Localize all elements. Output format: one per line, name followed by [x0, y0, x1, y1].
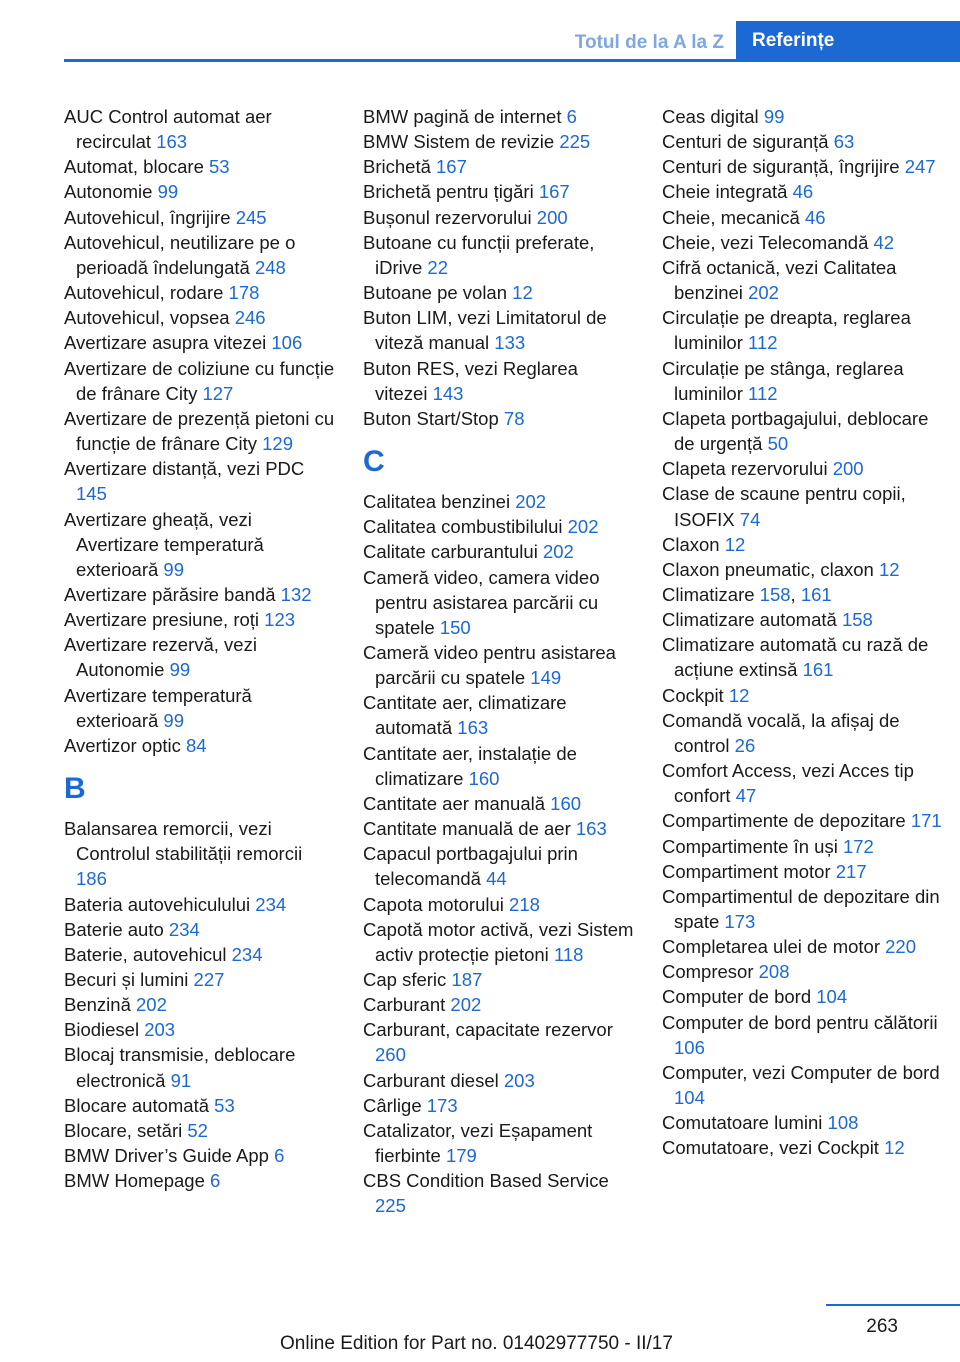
index-page-link[interactable]: 247: [904, 156, 936, 178]
index-page-link[interactable]: 172: [842, 835, 874, 857]
index-entry: [662, 582, 944, 607]
index-page-link[interactable]: 12: [728, 684, 750, 706]
index-entry: [363, 791, 635, 816]
index-page-link[interactable]: 234: [231, 943, 263, 965]
index-entry-term: BMW Sistem de revizie: [363, 131, 560, 153]
index-page-link[interactable]: 12: [724, 533, 746, 555]
index-entry-term: Blocaj transmisie, deblocare electronică: [64, 1044, 296, 1091]
index-entry-term: Buton Start/Stop: [363, 407, 504, 429]
index-entry: [662, 154, 944, 179]
index-page-link[interactable]: 202: [748, 282, 779, 304]
index-entry: [363, 1017, 635, 1067]
index-entry: [662, 934, 944, 959]
index-entry-term: Balansarea remorcii, vezi Controlul stabilității remorcii: [64, 818, 303, 865]
index-page-link[interactable]: 186: [76, 868, 107, 890]
index-entry: [662, 481, 944, 531]
index-entry-term: Circulație pe dreapta, reglarea luminilor: [662, 307, 911, 354]
index-entry-term: Catalizator, vezi Eșapament fierbinte: [363, 1119, 593, 1167]
index-entry-term: Autovehicul, neutilizare pe o perioadă îndelungată: [64, 231, 296, 278]
index-page-link[interactable]: 78: [503, 407, 525, 429]
index-entry: [662, 532, 944, 557]
index-page-link[interactable]: 202: [567, 516, 599, 538]
index-page-link[interactable]: 129: [262, 433, 293, 455]
index-entry: [363, 640, 635, 690]
index-entry-term: Cantitate aer, instalație de climatizare: [363, 742, 577, 789]
index-entry: [662, 1110, 944, 1135]
index-entry-term: Autovehicul, îngrijire: [64, 206, 236, 228]
index-column-3: [662, 104, 944, 1161]
index-entry: [662, 859, 944, 884]
index-page-link[interactable]: 160: [550, 792, 582, 814]
index-page-link[interactable]: 160: [468, 767, 500, 789]
index-entry: [363, 992, 635, 1017]
index-entry: [363, 690, 635, 740]
index-entry-term: Avertizare părăsire bandă: [64, 583, 281, 605]
index-page-link[interactable]: 52: [187, 1119, 208, 1141]
index-entry-term: Circulație pe stânga, reglarea luminilor: [662, 357, 904, 404]
index-entry-term: Cantitate manuală de aer: [363, 818, 576, 840]
index-entry: [64, 582, 336, 607]
index-entry-term: Cantitate aer manuală: [363, 792, 551, 814]
index-entry-term: Cifră octanică, vezi Calitatea benzinei: [662, 256, 897, 304]
page-number: 263: [866, 1316, 898, 1337]
index-page-link[interactable]: 163: [457, 717, 489, 739]
index-entry-term: Carburant, capacitate rezervor: [363, 1019, 613, 1041]
index-entry: [64, 1093, 336, 1118]
index-page-link[interactable]: 161: [802, 659, 834, 681]
index-entry-term: Buton LIM, vezi Limitatorul de viteză manual: [363, 307, 607, 354]
index-page-link[interactable]: 104: [816, 986, 848, 1008]
index-entry: [64, 330, 336, 355]
index-entry-term: Biodiesel: [64, 1019, 145, 1041]
index-entry-term: Calitate carburantului: [363, 541, 543, 563]
index-page-link[interactable]: 108: [827, 1112, 859, 1134]
index-entry: [363, 741, 635, 791]
index-page-link[interactable]: 187: [451, 969, 483, 990]
index-page-link[interactable]: 74: [739, 508, 761, 530]
index-page-link[interactable]: 63: [833, 131, 855, 153]
index-page-link[interactable]: 50: [767, 433, 789, 455]
index-entry: [64, 179, 336, 204]
index-page-link[interactable]: 227: [193, 969, 225, 990]
index-entry-term: Brichetă pentru țigări: [363, 181, 539, 203]
index-entry: [64, 607, 336, 632]
index-page-link[interactable]: 208: [758, 961, 790, 983]
index-entry: [64, 280, 336, 305]
index-entry: [64, 733, 336, 758]
index-entry-term: Automat, blocare: [64, 156, 209, 178]
index-entry: [363, 305, 635, 355]
index-page-link[interactable]: 12: [884, 1137, 905, 1159]
index-entry: [662, 632, 944, 682]
index-entry-term: Carburant diesel: [363, 1069, 504, 1091]
index-page-link[interactable]: 112: [748, 382, 778, 404]
index-page-link[interactable]: 6: [274, 1145, 285, 1167]
index-page-link[interactable]: 178: [228, 282, 260, 304]
index-entry-term: Comandă vocală, la afișaj de control: [662, 709, 900, 756]
index-entry: [64, 104, 336, 154]
index-entry: [64, 1118, 336, 1143]
index-page-link[interactable]: 53: [209, 156, 230, 178]
index-page-link[interactable]: 173: [724, 911, 756, 932]
index-page-link[interactable]: 167: [538, 181, 570, 203]
index-entry-term: Clase de scaune pentru copii, ISOFIX: [662, 483, 906, 530]
index-entry: [662, 406, 944, 456]
index-page-link[interactable]: 99: [157, 181, 179, 203]
index-page-link[interactable]: 217: [835, 860, 867, 882]
index-entry: [64, 230, 336, 280]
index-entry-term: Compartiment motor: [662, 860, 836, 882]
index-entry: [662, 708, 944, 758]
index-entry-term: Baterie, autovehicul: [64, 943, 232, 965]
index-entry-term: Avertizare gheață, vezi Avertizare temperatură exterioară: [64, 508, 264, 580]
index-page-link[interactable]: 143: [432, 382, 464, 404]
index-entry: [662, 305, 944, 355]
index-entry-term: CBS Condition Based Service: [363, 1170, 609, 1192]
index-entry: [64, 683, 336, 733]
index-entry: [662, 683, 944, 708]
index-page-link[interactable]: 104: [674, 1087, 705, 1109]
index-entry-term: Becuri și lumini: [64, 969, 194, 990]
index-entry: [662, 1135, 944, 1160]
index-entry-term: Compresor: [662, 961, 759, 983]
index-entry: [662, 607, 944, 632]
index-entry: [662, 356, 944, 406]
index-entry-term: Comutatoare lumini: [662, 1112, 828, 1134]
index-entry-term: Clapeta rezervorului: [662, 458, 833, 480]
index-entry-term: Calitatea benzinei: [363, 491, 516, 513]
index-entry-term: Baterie auto: [64, 918, 169, 940]
index-entry-term: Cheie integrată: [662, 181, 793, 203]
header-divider: [64, 59, 960, 62]
index-page-link[interactable]: 202: [542, 541, 574, 563]
index-entry-term: AUC Control automat aer recirculat: [64, 106, 272, 153]
index-page-link[interactable]: 248: [254, 256, 286, 278]
index-page-link[interactable]: 12: [512, 282, 533, 304]
index-entry-term: Avertizare asupra vitezei: [64, 332, 272, 354]
page-header: [0, 0, 960, 62]
index-entry: [64, 992, 336, 1017]
index-entry-term: Cârlige: [363, 1094, 427, 1116]
index-entry: [662, 205, 944, 230]
index-entry-term: Avertizare temperatură exterioară: [64, 684, 252, 731]
index-entry-term: Ceas digital: [662, 106, 764, 127]
index-entry: [662, 984, 944, 1009]
index-entry: [64, 816, 336, 891]
index-page-link[interactable]: 225: [559, 131, 591, 153]
index-page-link[interactable]: 220: [885, 936, 917, 958]
index-entry-term: Buton RES, vezi Reglarea vitezei: [363, 357, 578, 404]
index-entry: [64, 205, 336, 230]
index-entry-term: Comfort Access, vezi Acces tip confort: [662, 760, 914, 807]
index-entry-term: Bușonul rezervorului: [363, 206, 537, 228]
index-page-link[interactable]: 245: [235, 206, 267, 228]
index-entry: [363, 489, 635, 514]
index-entry-term: Autonomie: [64, 181, 158, 203]
index-page-link[interactable]: 158: [759, 583, 791, 605]
index-page-link[interactable]: 132: [280, 583, 312, 605]
index-entry-term: Avertizare de prezență pietoni cu funcție de frânare City: [64, 407, 335, 455]
edition-note: Online Edition for Part no. 01402977750 - II/17: [280, 1333, 673, 1354]
index-entry: [363, 892, 635, 917]
index-entry: [662, 758, 944, 808]
index-page-link[interactable]: 163: [156, 131, 188, 153]
index-page-link[interactable]: 99: [163, 558, 184, 580]
index-page-link[interactable]: 234: [168, 918, 200, 940]
index-page-link[interactable]: 53: [214, 1094, 235, 1116]
index-entry-term: Computer de bord: [662, 986, 817, 1008]
index-page-link[interactable]: 200: [536, 206, 568, 228]
index-page-link[interactable]: 99: [763, 106, 785, 127]
index-entry: [662, 884, 944, 934]
index-entry-term: Climatizare automată: [662, 609, 842, 631]
index-entry: [64, 892, 336, 917]
index-page-link[interactable]: 123: [264, 609, 296, 631]
index-page-link[interactable]: 118: [553, 943, 584, 965]
index-entry: [363, 129, 635, 154]
index-entry: [662, 255, 944, 305]
index-entry: [662, 808, 944, 833]
index-entry-term: Centuri de siguranță, îngrijire: [662, 156, 905, 178]
index-entry-term: Claxon pneumatic, claxon: [662, 558, 879, 580]
index-entry-term: Compartimente în uși: [662, 835, 843, 857]
index-page-link[interactable]: 173: [426, 1094, 458, 1116]
index-page-link[interactable]: 161: [800, 583, 832, 605]
index-column-1: [64, 104, 336, 1193]
index-entry: [662, 456, 944, 481]
index-page-link[interactable]: 6: [566, 106, 577, 127]
index-entry-term: Capacul portbagajului prin telecomandă: [363, 843, 578, 890]
index-entry: [363, 179, 635, 204]
index-entry-term: Cheie, mecanică: [662, 206, 805, 228]
index-page-link[interactable]: 171: [910, 810, 942, 832]
index-page-link[interactable]: 47: [735, 785, 757, 807]
index-page-link[interactable]: 202: [136, 994, 167, 1016]
index-entry: [363, 205, 635, 230]
index-entry: [363, 1118, 635, 1168]
footer-divider: [826, 1304, 960, 1306]
index-entry: [662, 834, 944, 859]
index-entry-term: Bateria autovehiculului: [64, 893, 256, 915]
index-entry: [64, 1168, 336, 1193]
index-entry-term: Computer de bord pentru călătorii: [662, 1011, 938, 1033]
index-entry: [64, 942, 336, 967]
index-entry: [363, 230, 635, 280]
index-entry-term: Autovehicul, vopsea: [64, 307, 235, 329]
index-page-separator: ,: [790, 583, 801, 605]
index-letter-heading: B: [64, 772, 86, 806]
index-entry-term: Capotă motor activă, vezi Sistem activ protecție pietoni: [363, 918, 634, 965]
index-entry-term: Clapeta portbagajului, deblocare de urgență: [662, 407, 929, 455]
index-entry-term: Blocare, setări: [64, 1119, 188, 1141]
index-entry: [363, 539, 635, 564]
index-page-link[interactable]: 12: [878, 558, 900, 580]
index-page-link[interactable]: 127: [202, 382, 234, 404]
index-entry-term: Compartimentul de depozitare din spate: [662, 885, 940, 932]
index-entry: [64, 632, 336, 682]
index-page-link[interactable]: 149: [530, 667, 562, 689]
index-page-link[interactable]: 225: [375, 1195, 406, 1217]
index-page-link[interactable]: 260: [375, 1044, 406, 1066]
index-page-link[interactable]: 44: [486, 868, 507, 890]
index-entry: [363, 280, 635, 305]
index-page-link[interactable]: 150: [439, 616, 471, 638]
index-entry-term: Cameră video pentru asistarea parcării cu spatele: [363, 641, 616, 689]
index-entry-term: Benzină: [64, 994, 136, 1016]
index-entry: [64, 356, 336, 406]
index-entry-term: BMW Driver’s Guide App: [64, 1145, 275, 1167]
index-entry-term: Carburant: [363, 994, 451, 1016]
index-page-link[interactable]: 179: [445, 1145, 477, 1167]
index-page-link[interactable]: 42: [873, 231, 895, 253]
index-entry: [64, 305, 336, 330]
index-page-link[interactable]: 84: [186, 734, 207, 756]
index-entry-term: Cantitate aer, climatizare automată: [363, 692, 567, 739]
index-page-link[interactable]: 145: [76, 483, 107, 505]
section-tab-references[interactable]: Referințe: [736, 21, 960, 59]
index-page-link[interactable]: 99: [163, 709, 184, 731]
index-page-link[interactable]: 202: [450, 994, 482, 1016]
index-entry: [662, 104, 944, 129]
index-entry-term: Capota motorului: [363, 893, 510, 915]
index-entry-term: Avertizare distanță, vezi PDC: [64, 458, 305, 480]
index-entry: [363, 1068, 635, 1093]
index-entry: [64, 456, 336, 506]
index-page-link[interactable]: 106: [271, 332, 303, 354]
index-entry-term: Avertizare presiune, roți: [64, 609, 265, 631]
index-entry: [363, 356, 635, 406]
index-page-link[interactable]: 99: [169, 659, 191, 681]
index-entry: [64, 1143, 336, 1168]
index-entry: [363, 104, 635, 129]
index-entry: [662, 557, 944, 582]
index-entry: [363, 917, 635, 967]
index-entry: [64, 1017, 336, 1042]
index-entry: [363, 816, 635, 841]
index-entry: [363, 841, 635, 891]
index-entry: [64, 507, 336, 582]
index-page-link[interactable]: 202: [515, 491, 547, 513]
index-entry-term: Cameră video, camera video pentru asistarea parcării cu spatele: [363, 566, 600, 638]
index-entry: [662, 129, 944, 154]
index-page-link[interactable]: 26: [734, 734, 756, 756]
index-entry-term: Butoane cu funcții preferate, iDrive: [363, 231, 595, 278]
index-entry: [662, 230, 944, 255]
index-page-link[interactable]: 106: [674, 1036, 705, 1058]
index-page-link[interactable]: 133: [494, 332, 526, 354]
index-entry-term: Cockpit: [662, 684, 729, 706]
index-entry-term: Cheie, vezi Telecomandă: [662, 231, 874, 253]
index-page-link[interactable]: 163: [575, 818, 607, 840]
index-entry: [363, 1093, 635, 1118]
index-entry-term: Climatizare: [662, 583, 760, 605]
index-entry-term: BMW Homepage: [64, 1170, 210, 1192]
index-entry: [64, 917, 336, 942]
index-entry-term: Brichetă: [363, 156, 437, 178]
index-entry-term: Calitatea combustibilului: [363, 516, 568, 538]
index-entry: [64, 967, 336, 992]
index-entry-term: Avertizor optic: [64, 734, 187, 756]
index-entry: [64, 154, 336, 179]
index-letter-heading: C: [363, 445, 385, 479]
index-column-2: [363, 104, 635, 1219]
index-entry-term: Comutatoare, vezi Cockpit: [662, 1137, 885, 1159]
index-entry-term: Centuri de siguranță: [662, 131, 834, 153]
index-page-link[interactable]: 158: [841, 609, 873, 631]
index-entry: [363, 154, 635, 179]
index-entry: [662, 1060, 944, 1110]
index-entry: [363, 967, 635, 992]
index-entry-term: Completarea ulei de motor: [662, 936, 886, 958]
index-entry-term: Computer, vezi Computer de bord: [662, 1061, 940, 1083]
index-page-link[interactable]: 91: [170, 1069, 192, 1091]
index-entry: [363, 514, 635, 539]
index-entry: [662, 959, 944, 984]
index-entry: [662, 1010, 944, 1060]
index-page-link[interactable]: 22: [427, 256, 448, 278]
index-entry-term: Climatizare automată cu rază de acțiune extinsă: [662, 634, 929, 681]
index-page-link[interactable]: 203: [144, 1019, 176, 1041]
index-entry: [662, 179, 944, 204]
index-page-link[interactable]: 246: [234, 307, 266, 329]
index-entry-term: Compartimente de depozitare: [662, 810, 911, 832]
index-entry-term: Avertizare rezervă, vezi Autonomie: [64, 634, 257, 681]
index-page-link[interactable]: 203: [503, 1069, 535, 1091]
index-entry-term: Avertizare de coliziune cu funcție de frânare City: [64, 357, 335, 404]
index-page-link[interactable]: 112: [748, 332, 778, 354]
index-page-link[interactable]: 218: [509, 893, 540, 915]
index-entry: [64, 1042, 336, 1092]
index-entry-term: Butoane pe volan: [363, 282, 513, 304]
index-entry: [363, 565, 635, 640]
index-entry-term: Autovehicul, rodare: [64, 282, 229, 304]
index-entry-term: Claxon: [662, 533, 725, 555]
index-page-link[interactable]: 200: [832, 458, 864, 480]
index-entry: [363, 1168, 635, 1218]
index-page-link[interactable]: 46: [804, 206, 826, 228]
index-entry-term: Cap sferic: [363, 969, 452, 990]
index-page-link[interactable]: 46: [792, 181, 814, 203]
index-entry: [64, 406, 336, 456]
index-entry-term: Blocare automată: [64, 1094, 215, 1116]
index-page-link[interactable]: 167: [436, 156, 467, 178]
section-tab-a-to-z[interactable]: Totul de la A la Z: [574, 32, 724, 53]
index-page-link[interactable]: 234: [255, 893, 287, 915]
index-page-link[interactable]: 6: [210, 1170, 221, 1192]
index-entry: [363, 406, 635, 431]
index-entry-term: BMW pagină de internet: [363, 106, 567, 127]
